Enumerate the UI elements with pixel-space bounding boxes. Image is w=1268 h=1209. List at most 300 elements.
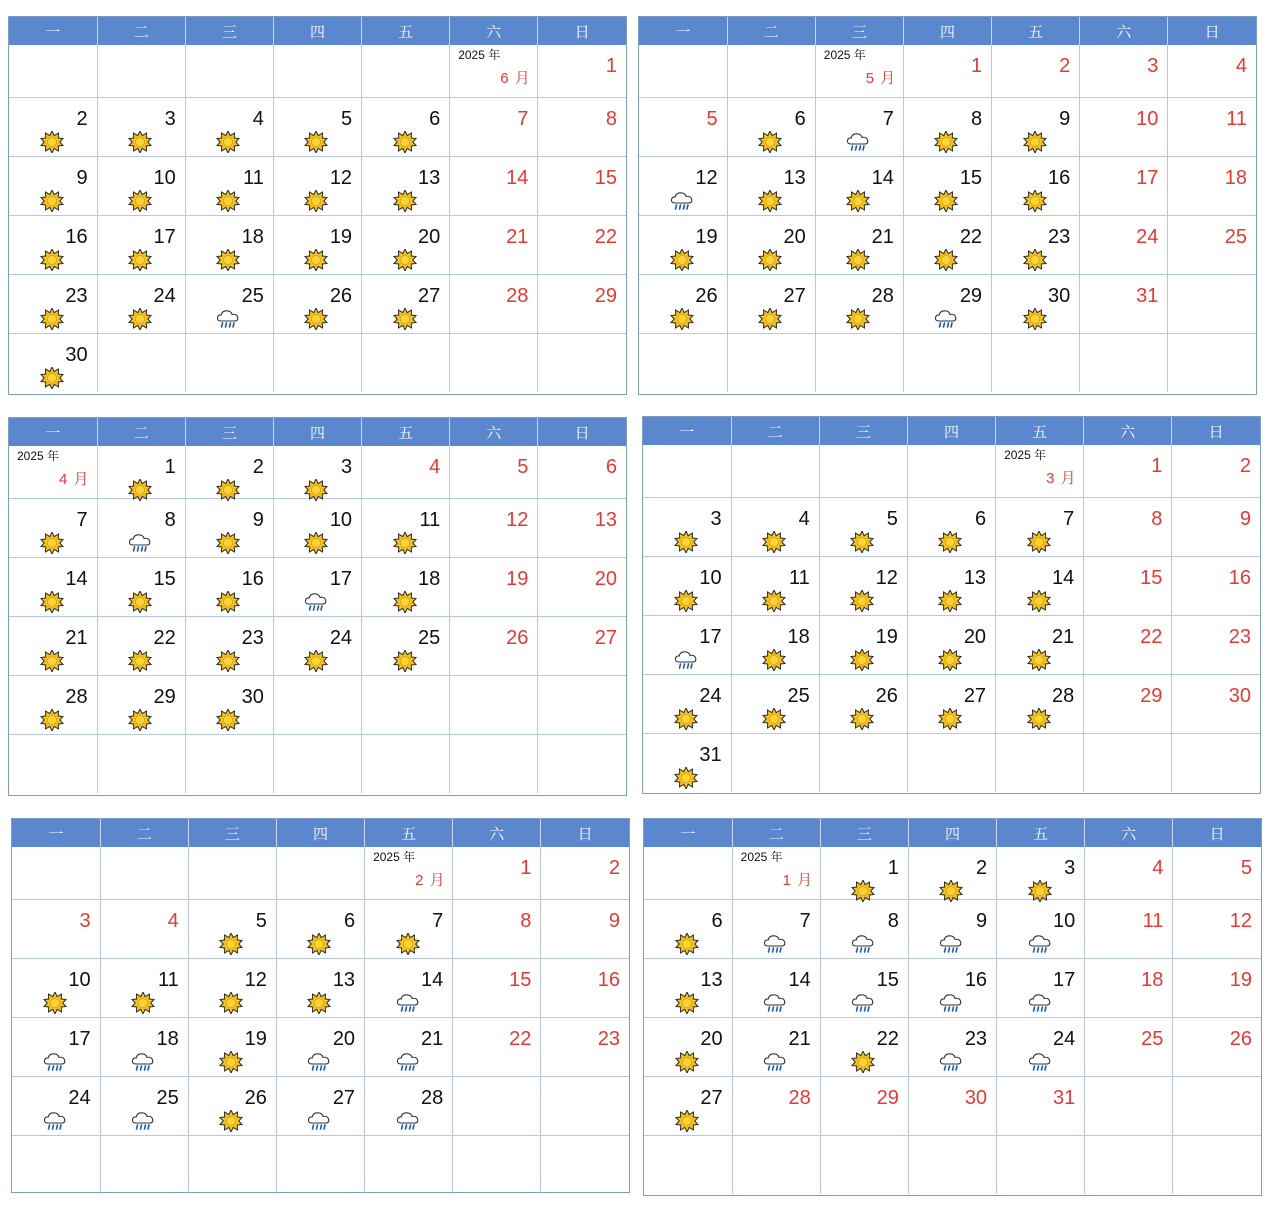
- day-cell: [97, 45, 185, 98]
- week-row: [644, 1077, 1261, 1136]
- day-number: 21: [1051, 626, 1075, 648]
- sun-icon: [933, 190, 959, 212]
- weekday-header: 日: [1172, 417, 1260, 445]
- day-cell: [12, 959, 100, 1018]
- weekday-header: 日: [541, 819, 629, 847]
- rain-cloud-icon: [395, 1110, 421, 1132]
- day-number: 23: [241, 627, 264, 649]
- day-cell: [185, 735, 273, 794]
- week-row: [644, 1018, 1261, 1077]
- day-cell: [541, 1136, 629, 1195]
- calendar-grid: [9, 418, 626, 793]
- day-cell: [185, 334, 273, 393]
- day-number: 22: [153, 627, 176, 649]
- day-cell: [188, 847, 276, 900]
- sun-icon: [127, 190, 153, 212]
- weekday-header: 四: [903, 17, 991, 45]
- day-number: 18: [156, 1028, 179, 1050]
- day-cell: [450, 275, 538, 334]
- day-cell: [903, 45, 991, 98]
- day-number: 11: [1142, 910, 1164, 932]
- sun-icon: [757, 190, 783, 212]
- sun-icon: [215, 709, 241, 731]
- day-number: 9: [975, 910, 988, 932]
- week-row: [9, 446, 626, 499]
- day-number: 24: [1136, 226, 1159, 248]
- sun-icon: [39, 131, 65, 153]
- sun-icon: [1026, 590, 1052, 612]
- day-cell: [908, 1077, 996, 1136]
- sun-icon: [303, 249, 329, 271]
- day-number: 9: [1059, 108, 1071, 130]
- day-cell: [644, 847, 732, 900]
- day-cell: [727, 45, 815, 98]
- day-number: 1: [520, 857, 532, 879]
- day-cell: [273, 45, 361, 98]
- sun-icon: [845, 249, 871, 271]
- day-cell: [1084, 734, 1172, 793]
- day-number: 3: [340, 456, 353, 478]
- day-cell: [732, 959, 820, 1018]
- day-cell: [9, 98, 97, 157]
- year-label: 2025 年: [740, 850, 783, 864]
- sun-icon: [130, 992, 156, 1014]
- day-cell: [362, 216, 450, 275]
- sun-icon: [127, 591, 153, 613]
- day-cell: [903, 275, 991, 334]
- calendar-january: [643, 818, 1262, 1196]
- day-number: 26: [329, 285, 353, 307]
- day-number: 16: [964, 969, 988, 991]
- day-number: 20: [594, 568, 617, 590]
- day-cell: [1084, 616, 1172, 675]
- day-number: 25: [1224, 226, 1247, 248]
- day-number: 6: [429, 108, 441, 130]
- day-cell: [362, 617, 450, 676]
- day-cell: [12, 900, 100, 959]
- month-label: 3 月: [1046, 470, 1077, 487]
- day-cell: [644, 1077, 732, 1136]
- day-cell: [185, 157, 273, 216]
- calendar-grid: [643, 417, 1260, 792]
- week-row: [639, 98, 1256, 157]
- day-number: 27: [783, 285, 806, 307]
- day-number: 5: [255, 910, 267, 932]
- day-number: 22: [876, 1028, 899, 1050]
- sun-icon: [39, 532, 65, 554]
- day-cell: [273, 446, 361, 499]
- day-cell: [453, 900, 541, 959]
- day-number: 5: [1240, 857, 1252, 879]
- day-number: 25: [787, 685, 810, 707]
- day-cell: [365, 847, 453, 900]
- day-cell: [362, 676, 450, 735]
- day-cell: [820, 959, 908, 1018]
- day-number: 18: [1224, 167, 1247, 189]
- rain-cloud-icon: [1027, 1051, 1053, 1073]
- day-cell: [1172, 498, 1260, 557]
- day-number: 16: [597, 969, 620, 991]
- day-cell: [643, 557, 731, 616]
- day-number: 17: [153, 226, 176, 248]
- day-number: 13: [963, 567, 987, 589]
- week-row: [639, 334, 1256, 393]
- day-number: 11: [789, 567, 810, 589]
- day-number: 12: [1229, 910, 1252, 932]
- day-number: 11: [1226, 108, 1247, 130]
- sun-icon: [1022, 131, 1048, 153]
- day-number: 25: [156, 1087, 179, 1109]
- day-cell: [819, 675, 907, 734]
- day-number: 22: [594, 226, 617, 248]
- day-cell: [996, 616, 1084, 675]
- weekday-header: 三: [820, 819, 908, 847]
- sun-icon: [1026, 708, 1052, 730]
- day-cell: [1172, 557, 1260, 616]
- week-row: [9, 98, 626, 157]
- day-number: 17: [68, 1028, 91, 1050]
- sun-icon: [215, 650, 241, 672]
- day-number: 6: [605, 456, 617, 478]
- day-cell: [996, 445, 1084, 498]
- day-cell: [731, 445, 819, 498]
- day-cell: [273, 676, 361, 735]
- sun-icon: [761, 649, 787, 671]
- day-cell: [97, 157, 185, 216]
- rain-cloud-icon: [303, 591, 329, 613]
- day-number: 10: [1052, 910, 1076, 932]
- day-cell: [815, 334, 903, 393]
- day-number: 15: [959, 167, 983, 189]
- day-cell: [538, 676, 626, 735]
- week-row: [9, 617, 626, 676]
- day-number: 10: [699, 567, 722, 589]
- day-number: 11: [243, 167, 264, 189]
- day-cell: [908, 959, 996, 1018]
- day-cell: [188, 959, 276, 1018]
- sun-icon: [303, 190, 329, 212]
- calendar-april: [8, 417, 627, 796]
- sun-icon: [39, 591, 65, 613]
- day-cell: [362, 98, 450, 157]
- day-number: 28: [506, 285, 529, 307]
- calendar-february: [11, 818, 630, 1193]
- day-cell: [907, 734, 995, 793]
- day-number: 17: [329, 568, 353, 590]
- day-cell: [362, 558, 450, 617]
- weekday-header: 四: [273, 17, 361, 45]
- day-number: 12: [506, 509, 529, 531]
- day-cell: [731, 675, 819, 734]
- day-cell: [1168, 275, 1256, 334]
- rain-cloud-icon: [306, 1051, 332, 1073]
- day-cell: [1084, 557, 1172, 616]
- day-cell: [907, 498, 995, 557]
- day-number: 1: [605, 55, 617, 77]
- week-row: [12, 900, 629, 959]
- weekday-header: 三: [815, 17, 903, 45]
- day-number: 5: [886, 508, 898, 530]
- day-number: 29: [876, 1087, 899, 1109]
- day-cell: [1172, 445, 1260, 498]
- day-number: 9: [76, 167, 88, 189]
- day-cell: [9, 558, 97, 617]
- week-row: [644, 1136, 1261, 1195]
- day-cell: [97, 676, 185, 735]
- weekday-header: 一: [9, 17, 97, 45]
- day-cell: [820, 1136, 908, 1195]
- sun-icon: [39, 308, 65, 330]
- day-cell: [1168, 157, 1256, 216]
- day-cell: [362, 735, 450, 794]
- day-cell: [1173, 847, 1261, 900]
- day-cell: [1085, 1077, 1173, 1136]
- day-cell: [541, 959, 629, 1018]
- day-cell: [273, 735, 361, 794]
- day-cell: [820, 1018, 908, 1077]
- week-row: [9, 216, 626, 275]
- day-cell: [727, 275, 815, 334]
- weekday-header: 三: [819, 417, 907, 445]
- week-row: [9, 735, 626, 794]
- day-cell: [453, 847, 541, 900]
- day-cell: [538, 334, 626, 393]
- day-cell: [538, 45, 626, 98]
- sun-icon: [39, 367, 65, 389]
- day-cell: [273, 499, 361, 558]
- weekday-header: 日: [538, 17, 626, 45]
- day-cell: [276, 1018, 364, 1077]
- day-cell: [1172, 734, 1260, 793]
- day-cell: [820, 847, 908, 900]
- day-number: 21: [788, 1028, 811, 1050]
- day-cell: [908, 1136, 996, 1195]
- day-cell: [1172, 616, 1260, 675]
- day-cell: [9, 676, 97, 735]
- week-row: [12, 959, 629, 1018]
- day-number: 13: [332, 969, 356, 991]
- year-label: 2025 年: [458, 48, 501, 62]
- day-cell: [643, 616, 731, 675]
- day-number: 8: [887, 910, 899, 932]
- day-cell: [820, 1077, 908, 1136]
- day-number: 12: [244, 969, 267, 991]
- sun-icon: [127, 308, 153, 330]
- day-cell: [731, 557, 819, 616]
- sun-icon: [215, 190, 241, 212]
- day-number: 8: [164, 509, 176, 531]
- day-number: 1: [887, 857, 899, 879]
- rain-cloud-icon: [938, 1051, 964, 1073]
- rain-cloud-icon: [130, 1110, 156, 1132]
- day-number: 4: [167, 910, 179, 932]
- weekday-header: 二: [97, 17, 185, 45]
- month-label: 5 月: [865, 70, 897, 87]
- day-number: 3: [79, 910, 91, 932]
- day-cell: [908, 1018, 996, 1077]
- day-number: 30: [964, 1087, 988, 1109]
- week-row: [9, 676, 626, 735]
- day-number: 30: [65, 344, 88, 366]
- sun-icon: [42, 992, 68, 1014]
- day-number: 3: [1147, 55, 1159, 77]
- day-number: 7: [799, 910, 811, 932]
- sun-icon: [1022, 308, 1048, 330]
- calendar-grid: [644, 819, 1261, 1194]
- day-number: 2: [1239, 455, 1251, 477]
- day-number: 14: [506, 167, 529, 189]
- day-number: 2: [76, 108, 88, 130]
- day-number: 25: [1141, 1028, 1164, 1050]
- day-number: 29: [153, 686, 176, 708]
- day-cell: [450, 499, 538, 558]
- day-number: 24: [153, 285, 176, 307]
- day-cell: [9, 157, 97, 216]
- day-cell: [639, 98, 727, 157]
- day-number: 31: [1052, 1087, 1076, 1109]
- day-number: 23: [65, 285, 88, 307]
- day-number: 5: [706, 108, 718, 130]
- day-number: 21: [420, 1028, 444, 1050]
- day-cell: [732, 1077, 820, 1136]
- day-cell: [97, 617, 185, 676]
- day-cell: [97, 499, 185, 558]
- day-cell: [97, 446, 185, 499]
- day-cell: [9, 334, 97, 393]
- sun-icon: [849, 708, 875, 730]
- day-cell: [538, 617, 626, 676]
- sun-icon: [303, 308, 329, 330]
- day-number: 7: [76, 509, 88, 531]
- day-number: 25: [241, 285, 264, 307]
- day-cell: [820, 900, 908, 959]
- day-number: 17: [1136, 167, 1159, 189]
- day-number: 16: [241, 568, 264, 590]
- day-number: 5: [517, 456, 529, 478]
- day-cell: [732, 1018, 820, 1077]
- sun-icon: [218, 992, 244, 1014]
- day-number: 11: [158, 969, 179, 991]
- day-cell: [453, 959, 541, 1018]
- day-number: 8: [605, 108, 617, 130]
- day-cell: [1080, 45, 1168, 98]
- day-cell: [100, 959, 188, 1018]
- day-cell: [97, 275, 185, 334]
- day-number: 2: [1059, 55, 1071, 77]
- day-cell: [453, 1077, 541, 1136]
- day-number: 28: [788, 1087, 811, 1109]
- day-cell: [362, 499, 450, 558]
- sun-icon: [674, 1110, 700, 1132]
- day-cell: [538, 499, 626, 558]
- day-cell: [992, 334, 1080, 393]
- day-cell: [362, 446, 450, 499]
- week-row: [643, 734, 1260, 793]
- sun-icon: [845, 308, 871, 330]
- weekday-header: 一: [9, 418, 97, 446]
- day-number: 20: [332, 1028, 356, 1050]
- day-cell: [365, 1136, 453, 1195]
- day-cell: [1080, 216, 1168, 275]
- day-cell: [541, 847, 629, 900]
- rain-cloud-icon: [1027, 933, 1053, 955]
- day-cell: [100, 900, 188, 959]
- day-number: 9: [252, 509, 264, 531]
- rain-cloud-icon: [306, 1110, 332, 1132]
- day-cell: [815, 98, 903, 157]
- day-cell: [731, 734, 819, 793]
- day-number: 4: [798, 508, 810, 530]
- day-cell: [1173, 959, 1261, 1018]
- day-cell: [185, 275, 273, 334]
- sun-icon: [933, 131, 959, 153]
- day-cell: [819, 734, 907, 793]
- day-cell: [185, 98, 273, 157]
- rain-cloud-icon: [850, 933, 876, 955]
- day-cell: [996, 498, 1084, 557]
- sun-icon: [757, 249, 783, 271]
- day-cell: [9, 446, 97, 499]
- day-cell: [727, 216, 815, 275]
- day-number: 12: [329, 167, 353, 189]
- week-row: [644, 900, 1261, 959]
- sun-icon: [218, 1110, 244, 1132]
- day-number: 14: [1051, 567, 1075, 589]
- day-number: 13: [594, 509, 617, 531]
- day-number: 24: [329, 627, 353, 649]
- day-number: 4: [1235, 55, 1247, 77]
- day-cell: [9, 735, 97, 794]
- day-cell: [9, 617, 97, 676]
- weekday-header: 一: [12, 819, 100, 847]
- weekday-header: 一: [639, 17, 727, 45]
- day-cell: [276, 1077, 364, 1136]
- day-number: 19: [875, 626, 898, 648]
- week-row: [9, 334, 626, 393]
- day-number: 20: [963, 626, 987, 648]
- calendar-grid: [639, 17, 1256, 392]
- day-cell: [365, 900, 453, 959]
- day-cell: [185, 676, 273, 735]
- sun-icon: [392, 308, 418, 330]
- day-number: 17: [699, 626, 722, 648]
- rain-cloud-icon: [850, 992, 876, 1014]
- weekday-header: 六: [453, 819, 541, 847]
- day-number: 18: [241, 226, 264, 248]
- day-number: 26: [695, 285, 718, 307]
- year-label: 2025 年: [17, 449, 60, 463]
- day-cell: [644, 900, 732, 959]
- day-cell: [1080, 157, 1168, 216]
- sun-icon: [757, 308, 783, 330]
- week-row: [644, 959, 1261, 1018]
- day-cell: [819, 445, 907, 498]
- week-row: [639, 216, 1256, 275]
- day-cell: [815, 45, 903, 98]
- day-cell: [541, 1077, 629, 1136]
- day-number: 4: [252, 108, 264, 130]
- day-cell: [1085, 1018, 1173, 1077]
- day-cell: [639, 275, 727, 334]
- day-number: 4: [429, 456, 441, 478]
- day-cell: [185, 617, 273, 676]
- rain-cloud-icon: [762, 1051, 788, 1073]
- day-cell: [9, 216, 97, 275]
- day-number: 6: [343, 910, 356, 932]
- rain-cloud-icon: [1027, 992, 1053, 1014]
- day-cell: [188, 1077, 276, 1136]
- day-cell: [639, 334, 727, 393]
